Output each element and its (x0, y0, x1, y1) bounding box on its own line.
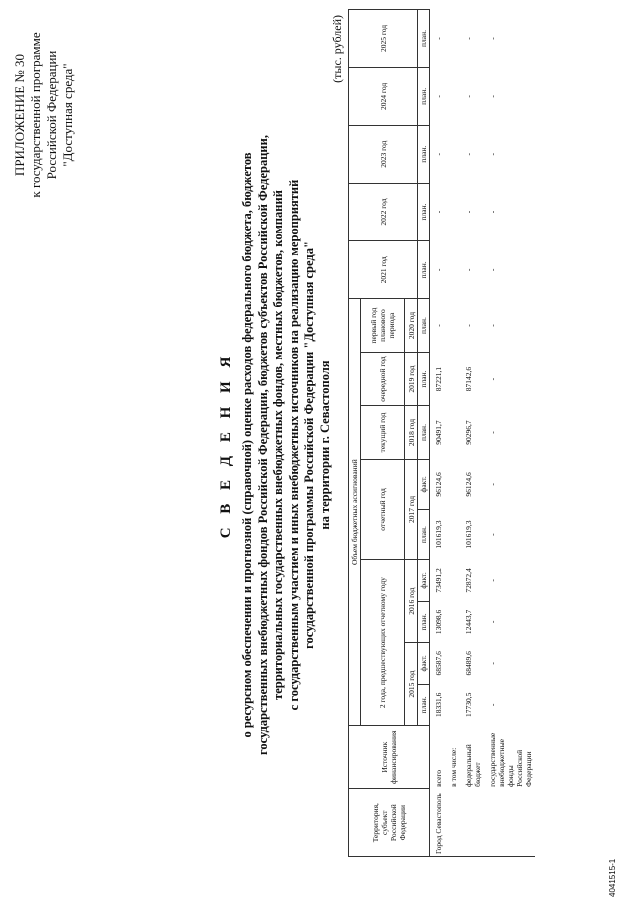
header-plan: план. (418, 352, 430, 405)
header-first-plan-year: первый год планового периода (361, 299, 405, 353)
units-label: (тыс. рублей) (330, 15, 344, 83)
subtitle-line-3: территориальных государственных внебюджетных фондов, местных бюджетов, компаний (271, 190, 285, 700)
budget-table (348, 9, 535, 857)
value-cell: - (488, 377, 497, 381)
value-cell: 73491,2 (430, 560, 446, 601)
value-cell: 72872,4 (464, 568, 473, 593)
header-report-year: отчетный год (361, 459, 405, 559)
value-cell: 101619,3 (430, 509, 446, 559)
table-row (445, 10, 460, 857)
header-2018: 2018 год (405, 406, 418, 459)
value-cell: 96124,6 (464, 472, 473, 497)
header-plan: план. (418, 241, 430, 299)
appendix-line-4: "Доступная среда" (60, 63, 75, 167)
header-two-years: 2 года, предшествующих отчетному году (361, 560, 405, 726)
value-cell: 13098,6 (430, 601, 446, 642)
value-cell: 90491,7 (430, 406, 446, 459)
value-cell: - (488, 152, 497, 156)
header-plan: план. (418, 509, 430, 559)
header-2016: 2016 год (405, 560, 418, 643)
value-cell: - (430, 125, 446, 183)
subtitle-line-5: государственной программы Российской Федерации "Доступная среда" (302, 241, 316, 649)
value-cell: - (464, 210, 473, 214)
value-cell: - (464, 152, 473, 156)
value-cell: - (430, 67, 446, 125)
header-plan: план. (418, 183, 430, 241)
header-plan: план. (418, 406, 430, 459)
header-2017: 2017 год (405, 459, 418, 559)
value-cell: - (488, 662, 497, 665)
value-cell: - (488, 533, 497, 536)
value-cell: - (430, 299, 446, 353)
source-cell: федеральный бюджет (464, 744, 482, 787)
value-cell: - (488, 703, 497, 707)
value-cell: - (488, 210, 497, 214)
table-row (430, 10, 446, 857)
document-number: 4041515-1 (608, 858, 617, 897)
value-cell: - (488, 37, 497, 40)
value-cell: 68489,6 (464, 651, 473, 676)
header-2024: 2024 год (349, 67, 418, 125)
header-plan: план. (418, 299, 430, 353)
header-current-year: текущий год (361, 406, 405, 459)
header-plan: план. (418, 10, 430, 68)
source-cell: в том числе: (449, 747, 458, 787)
value-cell: 87221,1 (430, 352, 446, 405)
header-2020: 2020 год (405, 299, 418, 353)
value-cell: - (488, 431, 497, 434)
header-plan: план. (418, 684, 430, 725)
subtitle-line-1: о ресурсном обеспечении и прогнозной (справочной) оценке расходов федерального бюджета, бюджетов (240, 152, 254, 738)
value-cell: - (430, 183, 446, 241)
header-fact: факт. (418, 643, 430, 684)
appendix-line-2: к государственной программе (28, 32, 43, 198)
value-cell: - (488, 95, 497, 98)
header-fact: факт. (418, 459, 430, 509)
value-cell: - (488, 324, 497, 327)
value-cell: 18331,6 (430, 684, 446, 725)
value-cell: 12443,7 (464, 609, 473, 635)
value-cell: - (488, 268, 497, 272)
header-volume: Объем бюджетных ассигнований (349, 299, 361, 726)
value-cell: - (488, 483, 497, 486)
subtitle-line-2: государственных внебюджетных фондов Российской Федерации, бюджетов субъектов Российской Федерации, (255, 135, 270, 755)
appendix-line-3: Российской Федерации (44, 50, 59, 180)
value-cell: - (464, 95, 473, 98)
value-cell: - (464, 324, 473, 327)
subtitle-line-6: на территории г. Севастополя (317, 360, 332, 530)
header-2022: 2022 год (349, 183, 418, 241)
header-plan: план. (418, 125, 430, 183)
document-subtitle (240, 25, 333, 865)
source-cell: государственные внебюджетные фонды Российской Федерации (488, 732, 533, 787)
source-cell: всего (430, 726, 446, 789)
value-cell: - (430, 241, 446, 299)
value-cell: 101619,3 (464, 520, 473, 549)
value-cell: 68587,6 (430, 643, 446, 684)
value-cell: 96124,6 (430, 459, 446, 509)
header-2023: 2023 год (349, 125, 418, 183)
value-cell: - (464, 268, 473, 272)
appendix-line-1: ПРИЛОЖЕНИЕ № 30 (12, 53, 27, 177)
value-cell: - (464, 37, 473, 40)
header-2019: 2019 год (405, 352, 418, 405)
header-fact: факт. (418, 560, 430, 601)
value-cell: - (488, 620, 497, 624)
document-title: С В Е Д Е Н И Я (218, 351, 234, 539)
header-2021: 2021 год (349, 241, 418, 299)
header-plan: план. (418, 601, 430, 642)
subtitle-line-4: с государственным участием и иных внебюджетных источников на реализацию мероприятий (286, 179, 301, 711)
header-plan: план. (418, 67, 430, 125)
value-cell: 90296,7 (464, 420, 473, 445)
header-2015: 2015 год (405, 643, 418, 726)
value-cell: - (430, 10, 446, 68)
value-cell: 87142,6 (464, 366, 473, 392)
appendix-note (12, 15, 76, 215)
header-next-year: очередной год (361, 352, 405, 405)
header-2025: 2025 год (349, 10, 418, 68)
table-row (460, 10, 484, 857)
header-source: Источник финансирования (349, 726, 430, 789)
value-cell: - (488, 579, 497, 582)
value-cell: 17730,5 (464, 692, 473, 717)
territory-cell: Город Севастополь (430, 789, 536, 857)
header-territory: Территория, субъект Российской Федерации (349, 789, 430, 857)
table-row (484, 10, 535, 857)
